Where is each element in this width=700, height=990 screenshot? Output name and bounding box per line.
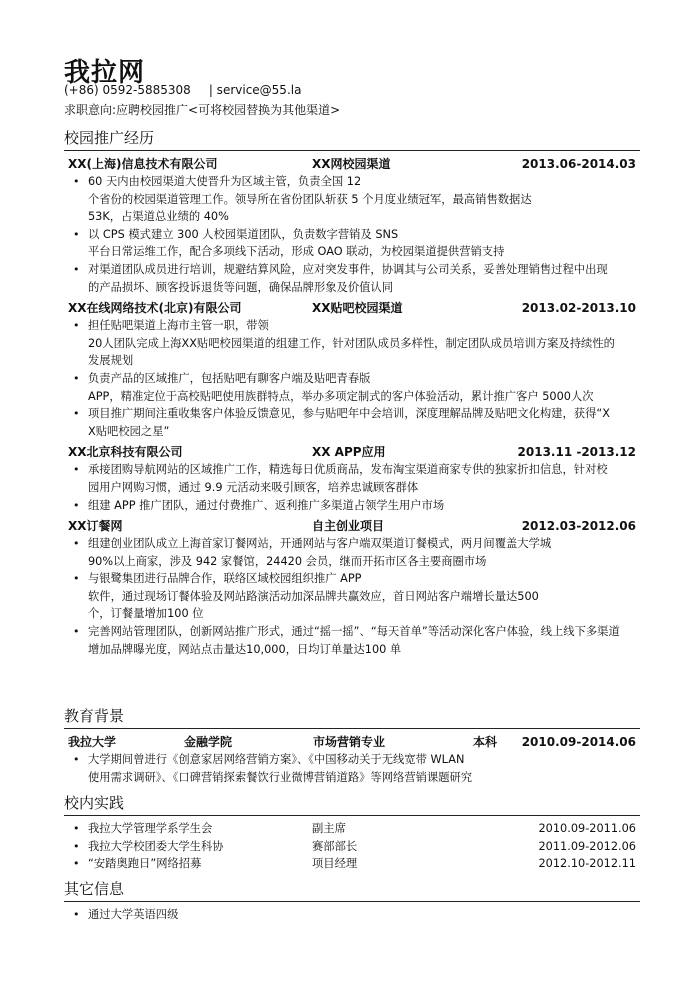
job-bullets — [64, 173, 640, 296]
section-title-activities: 校内实践 — [64, 793, 640, 816]
section-title-other: 其它信息 — [64, 879, 640, 902]
job-header — [64, 517, 640, 535]
bullet-item — [64, 751, 640, 786]
job-role: XX网校园渠道 — [312, 157, 391, 171]
bullet-line: 的产品损坏、顾客投诉退货等问题，确保品牌形象及价值认同 — [88, 280, 394, 294]
bullet-line: • 项目推广期间注重收集客户体验反馈意见，参与贴吧年中会培训，深度理解品牌及贴吧文化构建，获得“X — [88, 407, 610, 421]
bullet-item — [64, 623, 640, 658]
job-entry — [64, 299, 640, 440]
activity-position: 副主席 — [312, 822, 346, 835]
bullet-line: • 以 CPS 模式建立 300 人校园渠道团队，负责数字营销及 SNS — [88, 227, 399, 241]
other-bullets — [64, 906, 640, 924]
bullet-item — [64, 906, 640, 924]
activity-position: 赛部部长 — [312, 839, 358, 853]
job-company: XX在线网络技术(北京)有限公司 — [68, 301, 242, 316]
job-entry — [64, 155, 640, 296]
bullet-line: 使用需求调研》、《口碑营销探索餐饮行业微博营销道路》等网络营销课题研究 — [88, 770, 473, 784]
other-section — [64, 879, 640, 924]
job-header — [64, 155, 640, 173]
bullet-item — [64, 497, 640, 515]
job-date: 2013.02-2013.10 — [521, 301, 636, 316]
bullet-item — [64, 570, 640, 623]
activity-date: 2010.09-2011.06 — [538, 822, 636, 835]
bullet-line: • 完善网站管理团队，创新网站推广形式，通过“摇一摇”、“每天首单”等活动深化客户体验，线上线下多渠道 — [88, 625, 620, 639]
activity-date: 2011.09-2012.06 — [538, 839, 636, 853]
job-objective: 求职意向:应聘校园推广<可将校园替换为其他渠道> — [64, 103, 341, 117]
section-title-education: 教育背景 — [64, 706, 640, 729]
bullet-line: 个，订餐量增加100 位 — [88, 607, 204, 621]
bullet-line: • 担任贴吧渠道上海市主管一职，带领 — [88, 319, 269, 333]
education-school: 我拉大学 — [68, 735, 117, 749]
job-company: XX订餐网 — [68, 519, 123, 534]
activity-date: 2012.10-2012.11 — [538, 857, 636, 871]
activity-org: • 我拉大学管理学系学生会 — [88, 822, 213, 835]
bullet-line: • 承接团购导航网站的区域推广工作，精选每日优质商品，发布淘宝渠道商家专供的独家折扣信息，针对校 — [88, 463, 608, 477]
activities-section — [64, 793, 640, 873]
contact-line — [64, 83, 301, 97]
job-date: 2013.11 -2013.12 — [517, 445, 636, 460]
job-date: 2013.06-2014.03 — [521, 157, 636, 171]
activities-list — [64, 820, 640, 873]
job-entry — [64, 517, 640, 658]
bullet-line: 53K，占渠道总业绩的 40% — [88, 210, 229, 224]
bullet-line: • 对渠道团队成员进行培训，规避结算风险，应对突发事件，协调其与公司关系，妥善处理销售过程中出现 — [88, 262, 608, 276]
bullet-line: • 通过大学英语四级 — [88, 908, 179, 921]
education-bullets — [64, 751, 640, 786]
activity-org: • 我拉大学校团委大学生科协 — [88, 839, 224, 853]
resume-name: 我拉网 — [64, 58, 146, 88]
phone-number: (+86) 0592-5885308 — [64, 83, 191, 97]
job-date: 2012.03-2012.06 — [521, 519, 636, 534]
bullet-item — [64, 535, 640, 570]
bullet-line: 软件，通过现场订餐体验及网站路演活动加深品牌共赢效应，首日网站客户端增长量达500 — [88, 589, 539, 603]
job-entry — [64, 443, 640, 514]
job-role: XX贴吧校园渠道 — [312, 301, 403, 316]
activity-row — [64, 838, 640, 856]
job-bullets — [64, 317, 640, 440]
bullet-line: • 60 天内由校园渠道大使晋升为区域主管，负责全国 12 — [88, 175, 362, 188]
bullet-line: • 组建创业团队成立上海首家订餐网站，开通网站与客户端双渠道订餐模式，两月间覆盖大学城 — [88, 537, 552, 551]
education-major: 市场营销专业 — [313, 735, 386, 749]
job-role: XX APP应用 — [312, 445, 386, 460]
bullet-line: 平台日常运维工作，配合多项线下活动，形成 OAO 联动，为校园渠道提供营销支持 — [88, 245, 505, 259]
activity-row — [64, 855, 640, 873]
job-header — [64, 299, 640, 317]
bullet-line: 增加品牌曝光度，网站点击量达10,000，日均订单量达100 单 — [88, 642, 402, 656]
bullet-item — [64, 370, 640, 405]
education-degree: 本科 — [473, 735, 498, 749]
education-college: 金融学院 — [184, 735, 233, 749]
bullet-line: • 大学期间曾进行《创意家居网络营销方案》、《中国移动关于无线宽带 WLAN — [88, 753, 465, 766]
job-company: XX(上海)信息技术有限公司 — [68, 157, 218, 171]
bullet-line: 90%以上商家，涉及 942 家餐馆，24420 会员，继而开拓市区各主要商圈市场 — [88, 554, 487, 568]
bullet-item — [64, 461, 640, 496]
bullet-line: 发展规划 — [88, 354, 134, 368]
activity-org: • “安踏奥跑日”网络招募 — [88, 857, 202, 871]
bullet-line: • 负责产品的区域推广，包括贴吧有聊客户端及贴吧青春版 — [88, 371, 371, 385]
bullet-line: X贴吧校园之星” — [88, 424, 170, 438]
education-header — [64, 733, 640, 751]
job-bullets — [64, 461, 640, 514]
bullet-line: 园用户网购习惯，通过 9.9 元活动来吸引顾客，培养忠诚顾客群体 — [88, 480, 419, 494]
bullet-item — [64, 173, 640, 226]
bullet-item — [64, 317, 640, 370]
bullet-line: APP，精准定位于高校贴吧使用族群特点，举办多项定制式的客户体验活动，累计推广客户 5000人次 — [88, 389, 594, 403]
bullet-item — [64, 261, 640, 296]
education-date: 2010.09-2014.06 — [521, 735, 636, 749]
bullet-line: • 组建 APP 推广团队，通过付费推广、返利推广多渠道占领学生用户市场 — [88, 498, 445, 512]
activity-row — [64, 820, 640, 838]
bullet-item — [64, 226, 640, 261]
bullet-line: • 与银鹭集团进行品牌合作，联络区域校园组织推广 APP — [88, 572, 362, 586]
job-bullets — [64, 535, 640, 658]
email-address[interactable]: | service@55.la — [208, 83, 302, 97]
job-company: XX北京科技有限公司 — [68, 445, 183, 460]
education-section — [64, 706, 640, 786]
job-header — [64, 443, 640, 461]
bullet-line: 个省份的校园渠道管理工作。领导所在省份团队斩获 5 个月度业绩冠军，最高销售数据达 — [88, 192, 532, 206]
bullet-line: 20人团队完成上海XX贴吧校园渠道的组建工作，针对团队成员多样性，制定团队成员培训方案及持续性的 — [88, 336, 615, 350]
section-title-experience: 校园推广经历 — [64, 128, 640, 151]
activity-position: 项目经理 — [312, 857, 358, 871]
bullet-item — [64, 405, 640, 440]
experience-section — [64, 128, 640, 658]
job-role: 自主创业项目 — [312, 519, 385, 534]
